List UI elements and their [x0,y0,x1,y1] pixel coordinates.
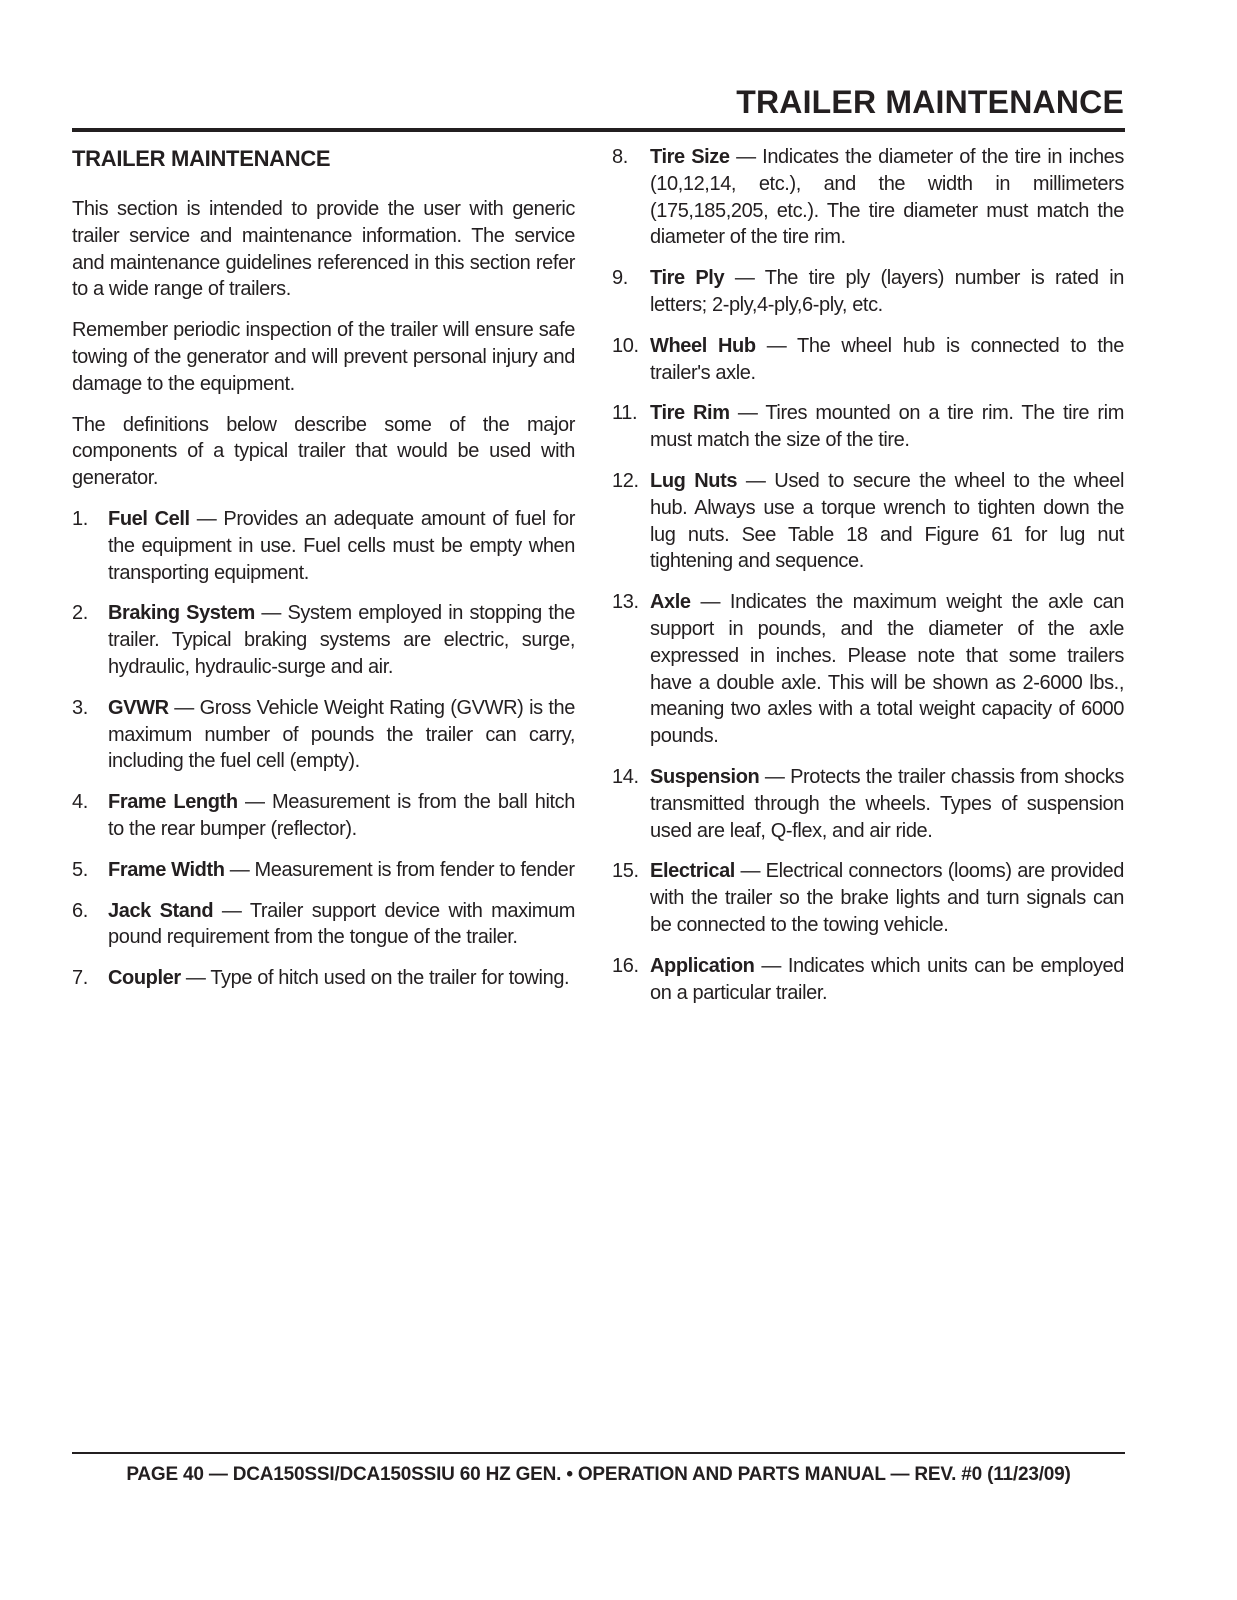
definition-text: — Measurement is from the ball hitch to the rear bumper (reflector). [108,791,576,840]
definition-item [612,400,1124,454]
definition-text: — Provides an adequate amount of fuel for the equipment in use. Fuel cells must be empty when transporting equipment. [108,507,575,584]
definition-text: — Used to secure the wheel to the wheel hub. Always use a torque wrench to tighten down the lug nuts. See Table 18 and Figure 61 for lug nut tightening and sequence. [650,469,1124,573]
definition-number: 12. [612,469,639,492]
page-footer: PAGE 40 — DCA150SSI/DCA150SSIU 60 HZ GEN. • OPERATION AND PARTS MANUAL — REV. #0 (11/23/09) [126,1464,1071,1485]
definition-term: Frame Length [108,791,238,814]
definition-number: 9. [612,267,628,290]
definition-term: Electrical [650,860,735,883]
definition-text: — The tire ply (layers) number is rated in letters; 2-ply,4-ply,6-ply, etc. [650,267,1125,316]
definition-item [72,600,575,680]
definitions-intro-paragraph: The definitions below describe some of the major components of a typical trailer that would be used with generator. [72,413,575,490]
definition-item [72,898,575,952]
intro-paragraph: This section is intended to provide the user with generic trailer service and maintenance information. The service and maintenance guidelines referenced in this section refer to a wide range of trailers. [72,198,575,301]
definition-number: 3. [72,696,88,719]
definition-item [612,858,1124,938]
inspection-paragraph: Remember periodic inspection of the trailer will ensure safe towing of the generator and will prevent personal injury and damage to the equipment. [72,319,575,395]
definition-item [612,468,1124,575]
definition-term: Fuel Cell [108,507,190,530]
definition-number: 11. [612,402,638,425]
definition-text: — Indicates the diameter of the tire in inches (10,12,14, etc.), and the width in millimeters (175,185,205, etc.). The tire diameter must match the diameter of the tire rim. [650,146,1124,249]
definition-term: Coupler [108,967,181,990]
definition-item [72,506,575,586]
definition-item [612,953,1124,1007]
definition-term: Braking System [108,602,255,625]
definition-number: 10. [612,334,639,357]
definition-text: — Protects the trailer chassis from shocks transmitted through the wheels. Types of suspension used are leaf, Q-flex, and air ride. [650,765,1124,842]
definition-term: Tire Size [650,146,730,168]
definition-number: 15. [612,860,639,883]
definition-text: — The wheel hub is connected to the trailer's axle. [650,334,1124,384]
definition-term: Wheel Hub [650,334,756,357]
definition-term: Tire Ply [650,267,725,290]
definition-number: 13. [612,591,639,614]
section-heading: TRAILER MAINTENANCE [72,146,331,171]
definition-item [612,333,1124,387]
definition-term: Tire Rim [650,402,730,425]
definition-item [72,789,575,843]
definition-item [612,589,1124,750]
right-column [612,144,1125,1020]
definition-text: — System employed in stopping the trailer. Typical braking systems are electric, surge, hydraulic, hydraulic-surge and air. [108,602,575,678]
definition-text: — Electrical connectors (looms) are provided with the trailer so the brake lights and turn signals can be connected to the towing vehicle. [650,860,1124,936]
definition-number: 7. [72,967,88,990]
definition-text: — Measurement is from fender to fender [224,858,575,881]
definitions-list-left [72,506,575,992]
definition-term: Application [650,954,755,977]
definition-text: — Indicates the maximum weight the axle can support in pounds, and the diameter of the axle expressed in inches. Please note that some trailers have a double axle. This will be shown as 2-6000 lbs., meaning two axles with a total weight capacity of 6000 pounds. [650,591,1124,748]
footer-rule [72,1452,1125,1454]
definition-term: Suspension [650,765,760,788]
left-column [72,144,575,1006]
definition-number: 8. [612,146,628,168]
definition-text: — Gross Vehicle Weight Rating (GVWR) is the maximum number of pounds the trailer can carry, including the fuel cell (empty). [108,696,575,773]
definition-term: GVWR [108,696,169,719]
definition-term: Lug Nuts [650,469,738,492]
definition-number: 1. [72,507,88,530]
definition-item [612,265,1125,319]
definition-item [612,144,1124,251]
definition-number: 6. [72,899,88,922]
definition-number: 14. [612,765,639,788]
definition-number: 5. [72,858,88,881]
definition-item [72,695,575,775]
definition-item [72,857,575,884]
page-header-title: TRAILER MAINTENANCE [736,84,1124,120]
definition-text: — Tires mounted on a tire rim. The tire rim must match the size of the tire. [650,402,1124,452]
definition-number: 2. [72,602,88,625]
definition-item [612,764,1124,844]
definition-text: — Trailer support device with maximum pound requirement from the tongue of the trailer. [108,899,575,949]
definition-text: — Indicates which units can be employed on a particular trailer. [650,954,1124,1004]
definition-term: Axle [650,591,691,614]
definition-number: 16. [612,954,639,977]
definition-term: Frame Width [108,858,225,881]
definition-item [72,965,575,992]
definitions-list-right [612,144,1125,1006]
definition-term: Jack Stand [108,899,214,922]
header-rule [72,128,1125,132]
definition-text: — Type of hitch used on the trailer for towing. [180,967,570,990]
definition-number: 4. [72,791,88,814]
